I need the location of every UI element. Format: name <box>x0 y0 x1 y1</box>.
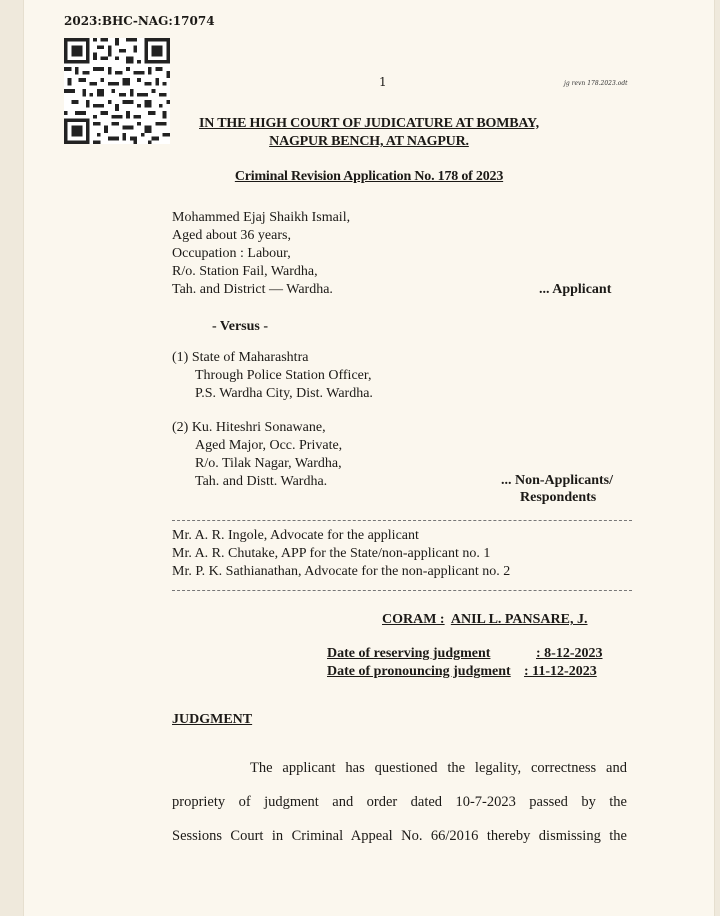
applicant-details <box>172 209 350 299</box>
paragraph-line: The applicant has questioned the legality, correctness and <box>250 760 627 776</box>
coram-judge: ANIL L. PANSARE, J. <box>450 612 588 627</box>
neutral-citation: 2023:BHC-NAG:17074 <box>64 14 215 28</box>
document-page <box>24 0 714 916</box>
applicant-line: Aged about 36 years, <box>172 228 291 243</box>
case-title: Criminal Revision Application No. 178 of 2023 <box>234 169 504 184</box>
advocate-line: Mr. A. R. Ingole, Advocate for the applicant <box>172 528 419 543</box>
advocate-line: Mr. P. K. Sathianathan, Advocate for the non-applicant no. 2 <box>172 564 511 579</box>
applicant-line: R/o. Station Fail, Wardha, <box>172 264 318 279</box>
advocates-list <box>172 527 510 581</box>
applicant-role: ... Applicant <box>539 282 612 297</box>
respondent-line: Through Police Station Officer, <box>195 368 372 383</box>
court-name-line2: NAGPUR BENCH, AT NAGPUR. <box>269 134 469 149</box>
pronouncing-date-label: Date of pronouncing judgment <box>327 664 511 679</box>
reserving-date-label: Date of reserving judgment <box>327 646 491 661</box>
respondent-role-line1: ... Non-Applicants/ <box>501 473 614 488</box>
coram-label: CORAM : <box>382 612 445 627</box>
paragraph-line: Sessions Court in Criminal Appeal No. 66/2016 thereby dismissing the <box>172 828 627 844</box>
respondent-line: (1) State of Maharashtra <box>172 350 309 365</box>
divider-top <box>172 520 632 521</box>
judgment-heading: JUDGMENT <box>172 712 253 727</box>
applicant-line: Mohammed Ejaj Shaikh Ismail, <box>172 210 351 225</box>
qr-code-icon <box>64 32 170 150</box>
judgment-paragraph <box>172 760 627 862</box>
paragraph-line: propriety of judgment and order dated 10-7-2023 passed by the <box>172 794 627 810</box>
page-number: 1 <box>379 75 387 89</box>
coram <box>382 611 588 629</box>
respondent-2-details <box>172 419 342 491</box>
pronouncing-date-value: : 11-12-2023 <box>524 664 597 679</box>
respondent-line: R/o. Tilak Nagar, Wardha, <box>195 456 342 471</box>
advocate-line: Mr. A. R. Chutake, APP for the State/non-applicant no. 1 <box>172 546 491 561</box>
respondent-1-details <box>172 349 373 403</box>
file-name: jg revn 178.2023.odt <box>564 80 628 87</box>
respondent-line: (2) Ku. Hiteshri Sonawane, <box>172 420 326 435</box>
divider-bottom <box>172 590 632 591</box>
court-name-line1: IN THE HIGH COURT OF JUDICATURE AT BOMBAY, <box>199 116 539 131</box>
applicant-line: Occupation : Labour, <box>172 246 291 261</box>
respondent-role-line2: Respondents <box>520 490 597 505</box>
respondent-line: Tah. and Distt. Wardha. <box>195 474 328 489</box>
reserving-date-value: : 8-12-2023 <box>536 646 603 661</box>
respondent-line: Aged Major, Occ. Private, <box>195 438 343 453</box>
applicant-line: Tah. and District — Wardha. <box>172 282 333 297</box>
respondent-line: P.S. Wardha City, Dist. Wardha. <box>195 386 373 401</box>
versus: - Versus - <box>212 319 269 334</box>
